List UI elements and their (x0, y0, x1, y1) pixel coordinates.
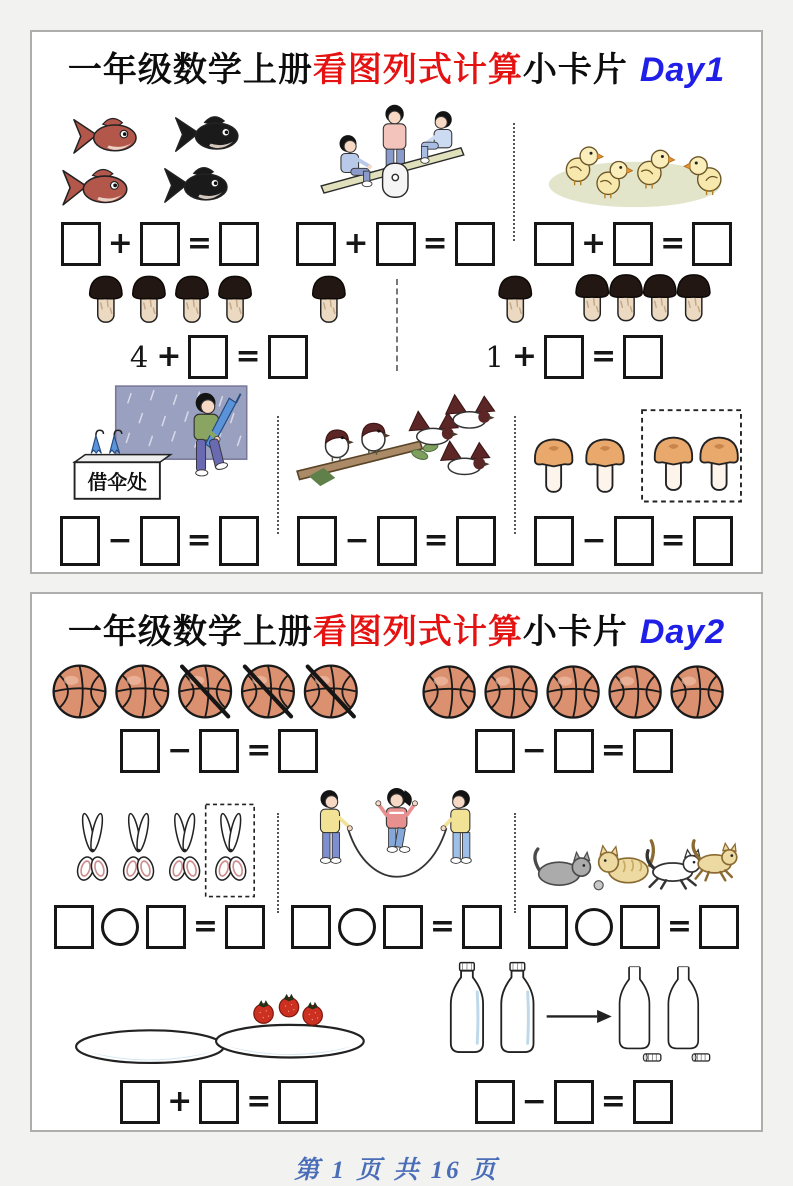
answer-box[interactable] (219, 222, 259, 266)
milk-bottles-illustration (431, 953, 716, 1075)
answer-box[interactable] (376, 222, 416, 266)
title-text: 一年级数学上册 (67, 613, 313, 651)
equals-sign: = (660, 226, 686, 261)
minus-operator: − (581, 523, 607, 558)
title-suffix: 小卡片 (522, 613, 628, 651)
card-title (42, 596, 751, 655)
plates-strawberries-illustration (69, 980, 369, 1075)
card-day1 (30, 30, 763, 574)
row-1 (42, 97, 751, 266)
equation (297, 516, 495, 566)
plus-operator: + (581, 226, 607, 261)
answer-box[interactable] (225, 905, 265, 949)
plus-operator: + (511, 339, 537, 374)
answer-box[interactable] (120, 729, 160, 773)
equation (296, 222, 494, 266)
jumprope-illustration (307, 777, 487, 900)
equation (291, 905, 502, 949)
equation (475, 1080, 673, 1124)
answer-box[interactable] (528, 905, 568, 949)
scissors-illustration (65, 801, 255, 900)
answer-box[interactable] (620, 905, 660, 949)
exercise-umbrella (42, 383, 277, 566)
exercise-mushrooms-left (42, 270, 396, 379)
answer-box[interactable] (146, 905, 186, 949)
equation (54, 905, 265, 949)
minus-operator: − (107, 523, 133, 558)
exercise-jumprope (279, 777, 514, 949)
equals-sign: = (666, 909, 693, 944)
exercise-seesaw (278, 97, 514, 266)
equals-sign: = (246, 1084, 272, 1119)
minus-operator: − (167, 733, 193, 768)
answer-box[interactable] (278, 729, 318, 773)
dark-mushrooms-4-plus-1-illustration (82, 270, 355, 330)
umbrella-stand-illustration (70, 383, 249, 511)
equation (61, 222, 259, 266)
title-text: 一年级数学上册 (67, 51, 313, 89)
exercise-mushrooms-right (398, 270, 752, 379)
answer-box[interactable] (699, 905, 739, 949)
title-highlight: 看图列式计算 (312, 51, 523, 89)
equation-lead-number: 1 (485, 340, 504, 374)
answer-box[interactable] (693, 516, 733, 566)
exercise-mushrooms-circled (516, 395, 751, 566)
answer-box[interactable] (54, 905, 94, 949)
exercise-scissors (42, 801, 277, 949)
row-1 (42, 659, 751, 773)
equals-sign: = (186, 226, 212, 261)
arrow-head (597, 1010, 612, 1023)
answer-box[interactable] (140, 222, 180, 266)
answer-box[interactable] (633, 1080, 673, 1124)
answer-box[interactable] (534, 222, 574, 266)
answer-box[interactable] (623, 335, 663, 379)
answer-box[interactable] (278, 1080, 318, 1124)
equals-sign: = (600, 733, 626, 768)
operator-choice-circle[interactable] (338, 908, 376, 946)
equals-sign: = (192, 909, 219, 944)
answer-box[interactable] (219, 516, 259, 566)
equation (120, 1080, 318, 1124)
title-suffix: 小卡片 (522, 51, 628, 89)
answer-box[interactable] (633, 729, 673, 773)
answer-box[interactable] (199, 729, 239, 773)
page-number-footer: 第 1 页 共 16 页 (294, 1157, 499, 1184)
exercise-basketballs (397, 660, 752, 773)
day-label: Day2 (639, 613, 726, 651)
operator-choice-circle[interactable] (101, 908, 139, 946)
answer-box[interactable] (456, 516, 496, 566)
plus-operator: + (167, 1084, 193, 1119)
plus-operator: + (156, 339, 182, 374)
equals-sign: = (600, 1084, 626, 1119)
answer-box[interactable] (475, 729, 515, 773)
equals-sign: = (246, 733, 272, 768)
answer-box[interactable] (268, 335, 308, 379)
basketballs-crossed-illustration (49, 659, 389, 724)
row-3 (42, 953, 751, 1124)
answer-box[interactable] (61, 222, 101, 266)
exercise-cats (516, 803, 751, 949)
cats-illustration (529, 803, 739, 900)
row-2 (42, 270, 751, 379)
answer-box[interactable] (554, 1080, 594, 1124)
exercise-basketballs-crossed (42, 659, 397, 773)
dark-mushrooms-1-plus-4-illustration (436, 270, 713, 330)
equation (528, 905, 739, 949)
operator-choice-circle[interactable] (575, 908, 613, 946)
exercise-birds (279, 385, 514, 566)
row-2 (42, 777, 751, 949)
answer-box[interactable] (455, 222, 495, 266)
equals-sign: = (186, 523, 212, 558)
row-3 (42, 383, 751, 566)
birds-illustration (295, 385, 499, 511)
answer-box[interactable] (199, 1080, 239, 1124)
answer-box[interactable] (140, 516, 180, 566)
exercise-bottles (397, 953, 752, 1124)
minus-operator: − (344, 523, 370, 558)
answer-box[interactable] (297, 516, 337, 566)
equation (120, 729, 318, 773)
minus-operator: − (521, 1084, 547, 1119)
equation-lead-number: 4 (129, 340, 149, 374)
equals-sign: = (590, 339, 617, 374)
exercise-chicks (515, 113, 751, 266)
answer-box[interactable] (554, 729, 594, 773)
equation (60, 516, 258, 566)
answer-box[interactable] (60, 516, 100, 566)
answer-box[interactable] (188, 335, 228, 379)
equals-sign: = (660, 523, 686, 558)
answer-box[interactable] (692, 222, 732, 266)
basketballs-illustration (419, 660, 729, 724)
answer-box[interactable] (291, 905, 331, 949)
title-highlight: 看图列式计算 (312, 613, 523, 651)
answer-box[interactable] (534, 516, 574, 566)
minus-operator: − (521, 733, 547, 768)
card-day2 (30, 592, 763, 1132)
equation (485, 335, 663, 379)
equals-sign: = (423, 523, 449, 558)
orange-mushrooms-illustration (522, 395, 746, 511)
answer-box[interactable] (296, 222, 336, 266)
answer-box[interactable] (120, 1080, 160, 1124)
card-title (42, 34, 751, 93)
answer-box[interactable] (475, 1080, 515, 1124)
exercise-goldfish (42, 113, 278, 266)
answer-box[interactable] (614, 516, 654, 566)
equals-sign: = (429, 909, 456, 944)
day-label: Day1 (639, 51, 726, 89)
equation (130, 335, 308, 379)
equals-sign: = (422, 226, 448, 261)
exercise-plates (42, 980, 397, 1124)
answer-box[interactable] (544, 335, 584, 379)
answer-box[interactable] (613, 222, 653, 266)
plus-operator: + (107, 226, 133, 261)
plus-operator: + (343, 226, 369, 261)
umbrella-stand-sign: 借伞处 (87, 471, 147, 494)
equals-sign: = (235, 339, 261, 374)
answer-box[interactable] (377, 516, 417, 566)
chicks-illustration (539, 113, 728, 217)
equation (475, 729, 673, 773)
goldfish-illustration (60, 113, 260, 217)
equation (534, 222, 732, 266)
answer-box[interactable] (383, 905, 423, 949)
answer-box[interactable] (462, 905, 502, 949)
seesaw-illustration (311, 97, 481, 217)
equation (534, 516, 732, 566)
